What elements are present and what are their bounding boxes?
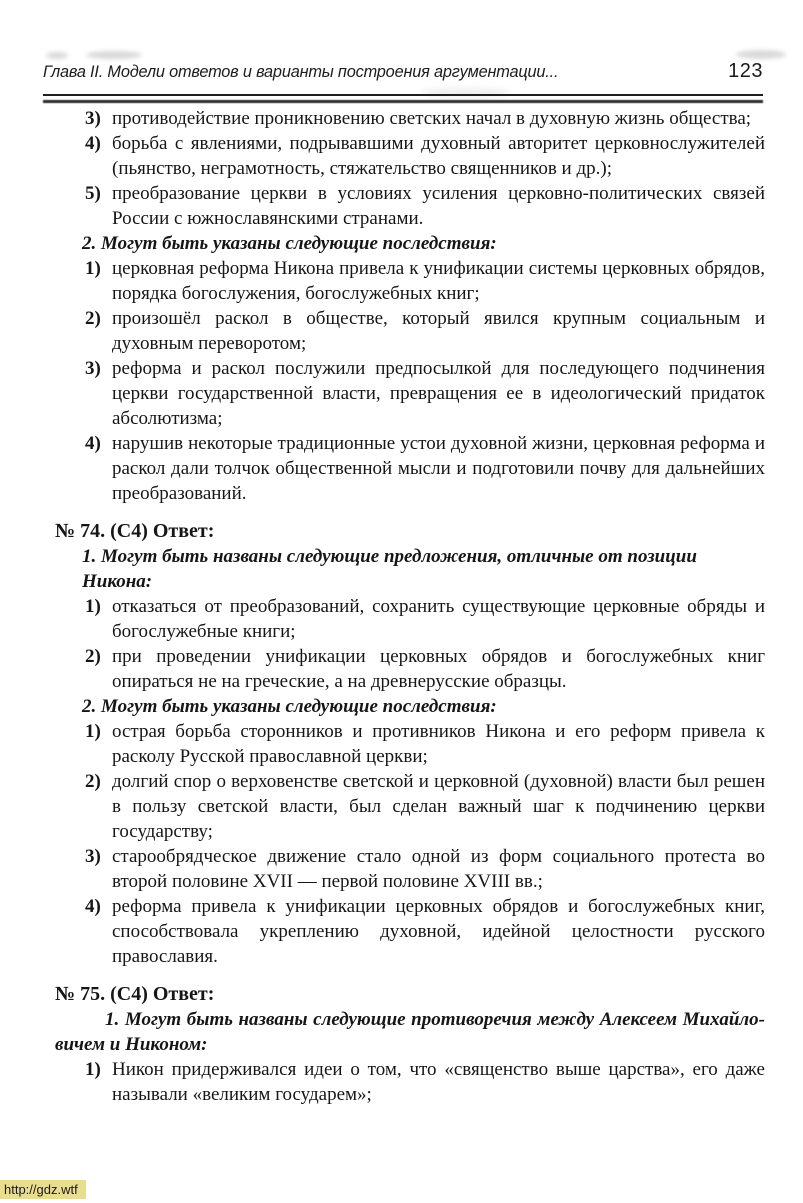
- running-head: Глава II. Модели ответов и варианты построения аргументации...: [43, 62, 559, 81]
- item-number: 1): [85, 1059, 101, 1080]
- item-text: реформа привела к унификации церковных обрядов и богослужебных книг, способствовала укреплению духовной, идейной целостности русского православия.: [112, 896, 765, 967]
- header-rule: [43, 94, 763, 103]
- answer-block-continuation: [55, 106, 765, 506]
- item-number: 2): [85, 308, 101, 329]
- list-item: [55, 644, 765, 694]
- link-status-tooltip: http://gdz.wtf: [0, 1180, 86, 1199]
- list-item: [55, 131, 765, 181]
- answer-block-74: [55, 519, 765, 969]
- header-rule-thin-line: [43, 94, 763, 96]
- subheading: 1. Могут быть названы следующие предложения, отличные от позиции Никона:: [82, 546, 697, 592]
- item-text: реформа и раскол послужили предпосылкой для последующего подчинения церкви государственной власти, превращения ее в идеологический придаток абсолютизма;: [112, 358, 765, 429]
- item-text: Никон придерживался идеи о том, что «священство выше царства», его даже называли «великим государем»;: [112, 1059, 765, 1105]
- answer-title: № 75. (С4) Ответ:: [55, 983, 215, 1005]
- scan-artifact: [86, 51, 142, 59]
- item-text: церковная реформа Никона привела к унификации системы церковных обрядов, порядка богослужения, богослужебных книг;: [112, 258, 765, 304]
- item-number: 1): [85, 721, 101, 742]
- item-text: противодействие проникновению светских начал в духовную жизнь общества;: [112, 108, 752, 129]
- list-item: [55, 106, 765, 131]
- item-text: отказаться от преобразований, сохранить существующие церковные обряды и богослужебные книги;: [112, 596, 765, 642]
- page-content: [55, 106, 765, 1107]
- item-text: острая борьба сторонников и противников Никона и его реформ привела к расколу Русской православной церкви;: [112, 721, 765, 767]
- item-number: 4): [85, 133, 101, 154]
- list-item: [55, 769, 765, 844]
- item-number: 4): [85, 896, 101, 917]
- page-header: [43, 60, 763, 83]
- list-item: [55, 356, 765, 431]
- item-number: 3): [85, 358, 101, 379]
- item-text: долгий спор о верховенстве светской и церковной (духовной) власти был решен в пользу светской власти, был сделан важный шаг к подчинению церкви государству;: [112, 771, 765, 842]
- item-number: 5): [85, 183, 101, 204]
- answer-block-75: [55, 982, 765, 1107]
- item-number: 2): [85, 646, 101, 667]
- subheading: 1. Могут быть названы следующие противоречия между Алексеем Михайловичем и Никоном:: [55, 1009, 765, 1055]
- list-item: [55, 719, 765, 769]
- list-item: [55, 844, 765, 894]
- item-text: нарушив некоторые традиционные устои духовной жизни, церковная реформа и раскол дали толчок общественной мысли и подготовили почву для дальнейших преобразований.: [112, 433, 765, 504]
- scan-artifact: [736, 50, 786, 59]
- item-number: 4): [85, 433, 101, 454]
- list-item: [55, 431, 765, 506]
- scan-artifact: [46, 52, 68, 59]
- item-text: при проведении унификации церковных обрядов и богослужебных книг опираться не на греческие, а на древнерусские образцы.: [112, 646, 765, 692]
- item-text: произошёл раскол в обществе, который явился крупным социальным и духовным переворотом;: [112, 308, 765, 354]
- header-rule-thick-line: [43, 100, 763, 103]
- list-item: [55, 594, 765, 644]
- item-number: 1): [85, 258, 101, 279]
- item-text: борьба с явлениями, подрывавшими духовный авторитет церковнослужителей (пьянство, неграмотность, стяжательство священников и др.);: [112, 133, 765, 179]
- list-item: [55, 894, 765, 969]
- list-item: [55, 256, 765, 306]
- subheading: 2. Могут быть указаны следующие последствия:: [82, 696, 497, 717]
- subheading: 2. Могут быть указаны следующие последствия:: [82, 233, 497, 254]
- item-text: старообрядческое движение стало одной из форм социального протеста во второй половине XVII — первой половине XVIII вв.;: [112, 846, 765, 892]
- page-number: 123: [728, 60, 763, 82]
- item-number: 3): [85, 846, 101, 867]
- answer-title: № 74. (С4) Ответ:: [55, 520, 215, 542]
- list-item: [55, 181, 765, 231]
- item-text: преобразование церкви в условиях усиления церковно-политических связей России с южнославянскими странами.: [112, 183, 765, 229]
- item-number: 2): [85, 771, 101, 792]
- item-number: 1): [85, 596, 101, 617]
- list-item: [55, 306, 765, 356]
- list-item: [55, 1057, 765, 1107]
- item-number: 3): [85, 108, 101, 129]
